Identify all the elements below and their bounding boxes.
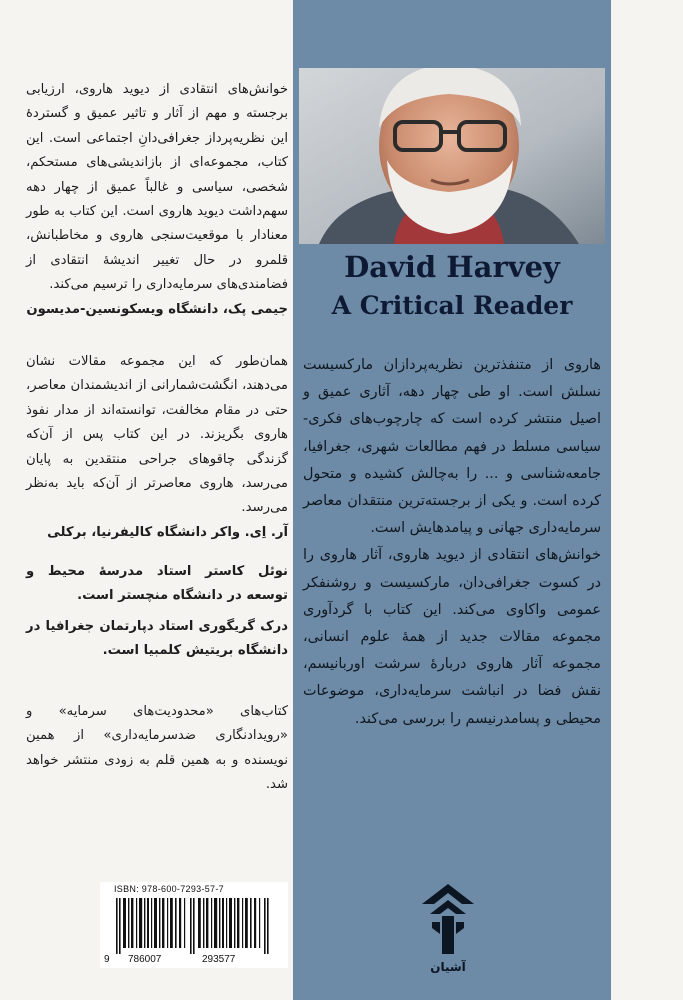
book-title-subtitle: A Critical Reader [331, 291, 573, 320]
forthcoming-note [26, 700, 288, 798]
book-title-author: David Harvey [344, 250, 560, 284]
review-quote-1 [26, 78, 288, 322]
author-photo [299, 68, 605, 244]
barcode-bars [112, 898, 276, 954]
isbn-label: ISBN: 978-600-7293-57-7 [114, 884, 224, 894]
review-quote-2-author: آر. اِی. واکر دانشگاه کالیفرنیا، برکلی [47, 524, 288, 540]
barcode-group-right: 293577 [202, 954, 236, 965]
review-quote-1-text: خوانش‌های انتقادی از دیوید هاروی، ارزیابی برجسته و مهم از آثار و تاثیر عمیق و گستردهٔ این نظریه‌پرداز جغرافی‌دانِ اجتماعی است. این کتاب، مجموعه‌ای از بازاندیشی‌های مستحکم، شخصی، سیاسی و غالباً عمیق از چهار دهه سهم‌داشت دیوید هاروی است. این کتاب به طور معنادار با موقعیت‌سنجی هاروی و مخاطبانش، قلمرو در حال تغییر اندیشهٔ انتقادی از فضامندی‌های سرمایه‌داری را ترسیم می‌کند. [26, 82, 288, 293]
description-paragraph-1: هاروی از متنفذترین نظریه‌پردازان مارکسیست نسلش است. او طی چهار دهه، آثاری عمیق و اصیل منتشر کرده است که چارچوب‌های فکری-سیاسی مسلط در فهم مطالعات شهری، جغرافیا، جامعه‌شناسی و ... را به‌چالش کشیده و متحول کرده است. و یکی از برجسته‌ترین منتقدان معاصر سرمایه‌داری جهانی و پیامدهایش است. [303, 357, 601, 537]
editor-bio-2: درک گریگوری استاد دپارتمان جغرافیا در دانشگاه بریتیش کلمبیا است. [26, 618, 288, 659]
editors-bio [26, 560, 288, 670]
review-quote-1-author: جیمی پک، دانشگاه ویسکونسین-مدیسون [26, 301, 288, 317]
editor-bio-1: نوئل کاستر استاد مدرسهٔ محیط و توسعه در دانشگاه منچستر است. [26, 564, 288, 604]
book-description [303, 352, 601, 733]
review-quote-2-text: همان‌طور که این مجموعه مقالات نشان می‌دهند، انگشت‌شمارانی از اندیشمندان معاصر، حتی در مقام مخالفت، توانسته‌اند از مدار نفوذ هاروی بگریزند. در این کتاب پس از آن‌که گزندگی چاقوهای جراحی منتقدین به پایان می‌رسد، هاروی معاصرتر از آن‌که باید به‌نظر می‌رسد. [26, 354, 288, 516]
forthcoming-text: کتاب‌های «محدودیت‌های سرمایه» و «رویدادنگاری ضدسرمایه‌داری» از همین نویسنده و به همین قلم به زودی منتشر خواهد شد. [26, 704, 288, 793]
publisher-name: آشیان [430, 960, 466, 974]
barcode-digit-first: 9 [104, 954, 110, 965]
description-paragraph-2: خوانش‌های انتقادی از دیوید هاروی، آثار هاروی را در کسوت جغرافی‌دان، مارکسیست و روشنفکر عمومی واکاوی می‌کند. این کتاب با گردآوری مجموعه مقالات جدید از همهٔ علوم انسانی، مجموعه آثار هاروی دربارهٔ سرشت اوربانیسم، نقش فضا در انباشت سرمایه‌داری، موضوعات محیطی و پسامدرنیسم را بررسی می‌کند. [303, 547, 601, 727]
review-quote-2 [26, 350, 288, 545]
barcode-group-left: 786007 [128, 954, 162, 965]
publisher-logo-icon [418, 882, 478, 962]
isbn-barcode [100, 882, 288, 968]
